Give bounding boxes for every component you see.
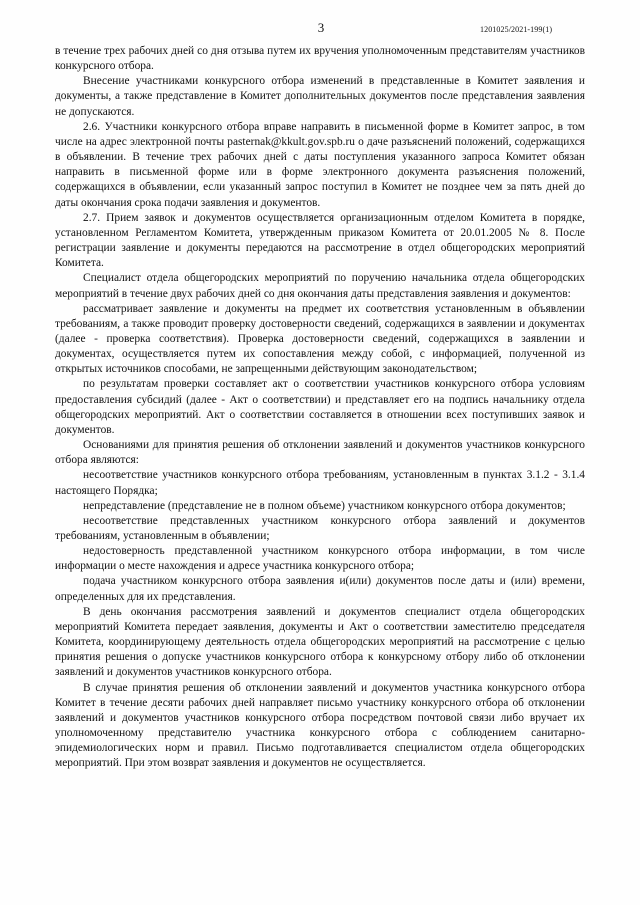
paragraph-changes-not-allowed: Внесение участниками конкурсного отбора изменений в представленные в Комитет заявления и документы, а также представление в Комитет дополнительных документов после представления заявления не допускаются. <box>55 75 585 118</box>
document-body <box>55 44 585 772</box>
paragraph-ground-nonconformity: несоответствие участников конкурсного отбора требованиям, установленным в пунктах 3.1.2 - 3.1.4 настоящего Порядка; <box>55 469 585 497</box>
paragraph-2-7: 2.7. Прием заявок и документов осуществляется организационным отделом Комитета в порядке, установленном Регламентом Комитета, утвержденным приказом Комитета от 20.01.2005 № 8. После регистрации заявление и документы передаются на рассмотрение в отдел общегородских мероприятий Комитета. <box>55 211 585 270</box>
paragraph-2-6: 2.6. Участники конкурсного отбора вправе направить в письменной форме в Комитет запрос, в том числе на адрес электронной почты pasternak@kkult.gov.spb.ru о даче разъяснений положений, содержащихся в объявлении. В течение трех рабочих дней с даты поступления указанного запроса Комитет обязан направить в письменной форме или в форме электронного документа разъяснения положений, содержащихся в объявлении, если указанный запрос поступил в Комитет не позднее чем за пять дней до даты окончания срока подачи заявления и документов. <box>55 120 585 209</box>
paragraph-ground-requirements: несоответствие представленных участником конкурсного отбора заявлений и документов требованиям, установленным в объявлении; <box>55 514 585 542</box>
paragraph-ground-late-submission: подача участником конкурсного отбора заявления и(или) документов после даты и (или) времени, определенных для их представления. <box>55 575 585 603</box>
paragraph-compliance-act: по результатам проверки составляет акт о соответствии участников конкурсного отбора условиям предоставления субсидий (далее - Акт о соответствии) и представляет его на подпись начальнику отдела общегородских мероприятий. Акт о соответствии составляется в отношении всех поступивших заявок и документов. <box>55 378 585 436</box>
paragraph-continuation: в течение трех рабочих дней со дня отзыва путем их вручения уполномоченным представителям участников конкурсного отбора. <box>55 45 585 73</box>
paragraph-review-completion: В день окончания рассмотрения заявлений и документов специалист отдела общегородских мероприятий Комитета передает заявления, документы и Акт о соответствии заместителю председателя Комитета, координирующему деятельность отдела общегородских мероприятий на рассмотрение с целью принятия решения о допуске участников конкурсного отбора к конкурсному отбору либо об отклонении заявлений и документов участников конкурсного отбора. <box>55 605 585 679</box>
paragraph-rejection-grounds: Основаниями для принятия решения об отклонении заявлений и документов участников конкурсного отбора являются: <box>55 439 585 467</box>
page-number: 3 <box>317 20 325 35</box>
paragraph-ground-missing-documents: непредставление (представление не в полном объеме) участником конкурсного отбора документов; <box>83 499 566 512</box>
document-registration-code: 1201025/2021-199(1) <box>480 25 553 34</box>
paragraph-ground-false-information: недостоверность представленной участником конкурсного отбора информации, в том числе информации о месте нахождения и адресе участника конкурсного отбора; <box>55 545 585 573</box>
paragraph-rejection-notice: В случае принятия решения об отклонении заявлений и документов участника конкурсного отбора Комитет в течение десяти рабочих дней направляет письмо участнику конкурсного отбора об отклонении заявлений и документов участников конкурсного отбора посредством почтовой связи либо вручает их уполномоченному представителю участника конкурсного отбора с соблюдением санитарно-эпидемиологических норм и правил. Письмо подготавливается специалистом отдела общегородских мероприятий. При этом возврат заявления и документов не осуществляется. <box>55 681 585 770</box>
paragraph-specialist-duties: Специалист отдела общегородских мероприятий по поручению начальника отдела общегородских мероприятий в течение двух рабочих дней со дня окончания даты представления заявления и документов: <box>55 272 585 300</box>
paragraph-review-documents: рассматривает заявление и документы на предмет их соответствия установленным в объявлении требованиям, а также проводит проверку достоверности сведений, содержащихся в заявлении и документах (далее - проверка соответствия). Проверка достоверности сведений, содержащихся в заявлении и документах, осуществляется путем их сопоставления между собой, с информацией, полученной из открытых источников способами, не запрещенными действующим законодательством; <box>55 302 585 376</box>
